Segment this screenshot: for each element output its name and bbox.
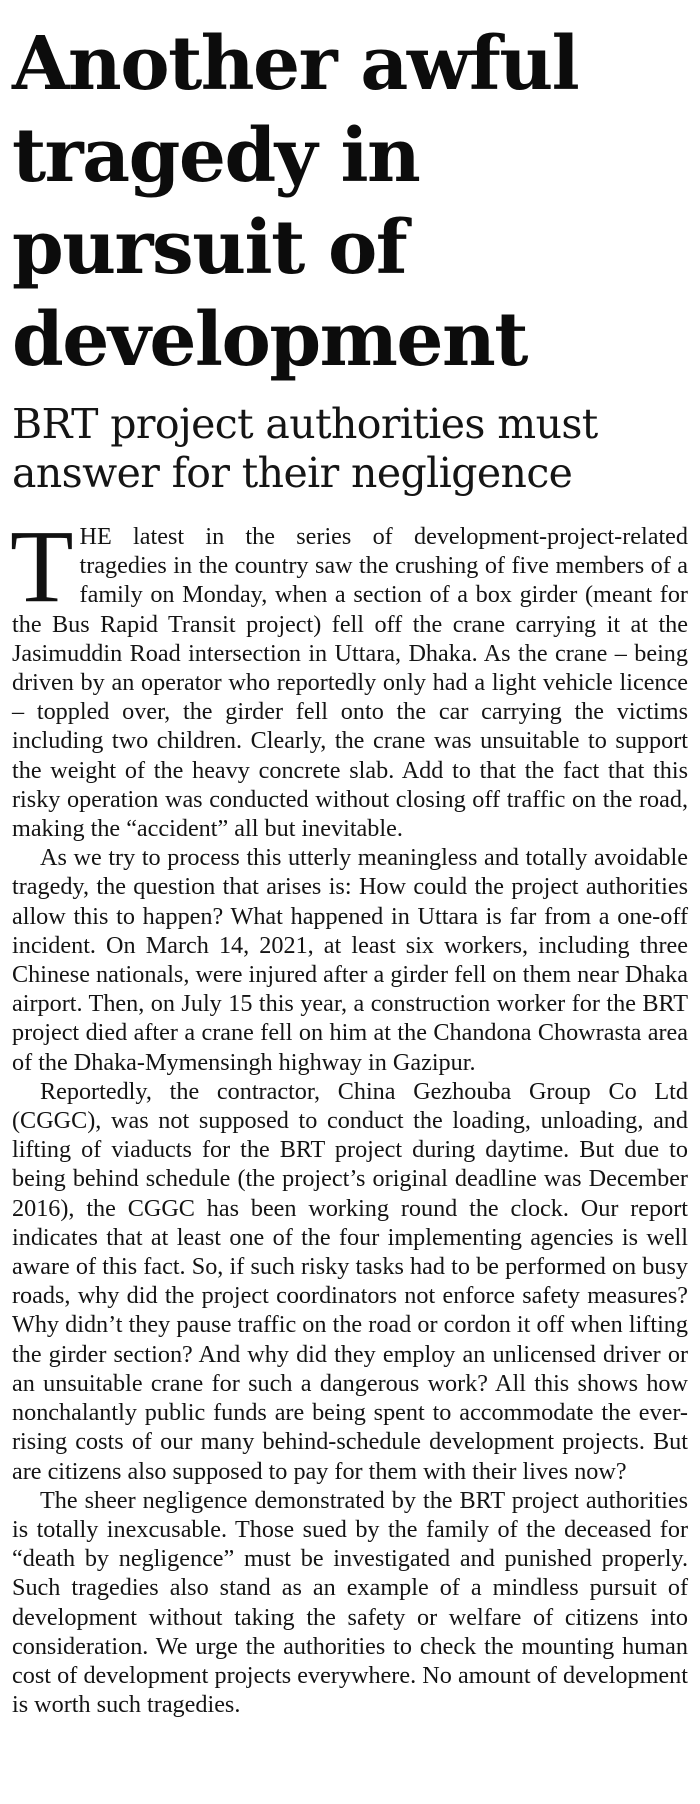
article-body <box>10 509 688 1719</box>
paragraph-3: Reportedly, the contractor, China Gezhouba Group Co Ltd (CGGC), was not supposed to conduct the loading, unloading, and lifting of viaducts for the BRT project during daytime. But due to being behind schedule (the project’s original deadline was December 2016), the CGGC has been working round the clock. Our report indicates that at least one of the four implementing agencies is well aware of this fact. So, if such risky tasks had to be performed on busy roads, why did the project coordinators not enforce safety measures? Why didn’t they pause traffic on the road or cordon it off when lifting the girder section? And why did they employ an unlicensed driver or an unsuitable crane for such a dangerous work? All this shows how nonchalantly public funds are being spent to accommodate the ever-rising costs of our many behind-schedule development projects. But are citizens also supposed to pay for them with their lives now? <box>12 1077 688 1485</box>
drop-cap: T <box>10 509 74 624</box>
subheadline: BRT project authorities must answer for their negligence <box>12 400 598 497</box>
paragraph-1-text: HE latest in the series of development-project-related tragedies in the country saw the crushing of five members of a family on Monday, when a section of a box girder (meant for the Bus Rapid Transit project) fell off the crane carrying it at the Jasimuddin Road intersection in Uttara, Dhaka. As the crane – being driven by an operator who reportedly only had a light vehicle licence – toppled over, the girder fell onto the car carrying the victims including two children. Clearly, the crane was unsuitable to support the weight of the heavy concrete slab. Add to that the fact that this risky operation was conducted without closing off traffic on the road, making the “accident” all but inevitable. <box>12 523 688 843</box>
paragraph-1 <box>10 509 688 843</box>
paragraph-4: The sheer negligence demonstrated by the BRT project authorities is totally inexcusable. Those sued by the family of the deceased for “death by negligence” must be investigated and punished properly. Such tragedies also stand as an example of a mindless pursuit of development without taking the safety or welfare of citizens into consideration. We urge the authorities to check the mounting human cost of development projects everywhere. No amount of development is worth such tragedies. <box>12 1486 688 1719</box>
paragraph-2: As we try to process this utterly meaningless and totally avoidable tragedy, the question that arises is: How could the project authorities allow this to happen? What happened in Uttara is far from a one-off incident. On March 14, 2021, at least six workers, including three Chinese nationals, were injured after a girder fell on them near Dhaka airport. Then, on July 15 this year, a construction worker for the BRT project died after a crane fell on him at the Chandona Chowrasta area of the Dhaka-Mymensingh highway in Gazipur. <box>12 844 688 1076</box>
editorial-article <box>12 0 688 1719</box>
headline: Another awful tragedy in pursuit of development <box>12 21 579 383</box>
